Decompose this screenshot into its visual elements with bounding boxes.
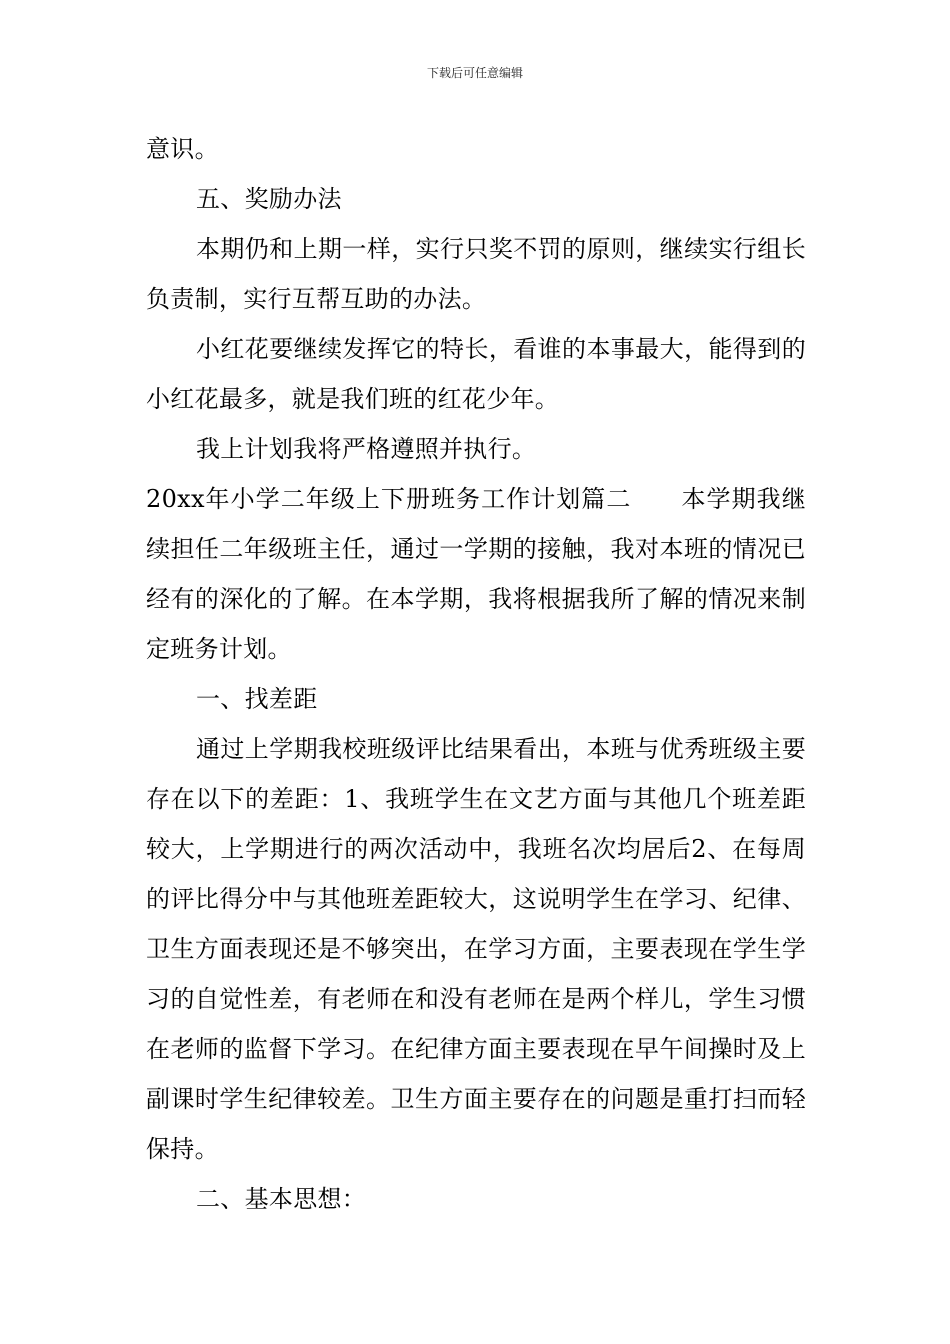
paragraph-3: 本期仍和上期一样，实行只奖不罚的原则，继续实行组长负责制，实行互帮互助的办法。 — [146, 235, 806, 313]
document-body — [146, 124, 806, 1224]
paragraph-4: 小红花要继续发挥它的特长，看谁的本事最大，能得到的小红花最多，就是我们班的红花少年。 — [146, 335, 806, 413]
page-header: 下载后可任意编辑 — [426, 66, 523, 80]
paragraph-1: 意识。 — [146, 135, 219, 163]
section-heading-rewards: 五、奖励办法 — [196, 185, 342, 213]
paragraph-8: 通过上学期我校班级评比结果看出，本班与优秀班级主要存在以下的差距：1、我班学生在文艺方面与其他几个班差距较大，上学期进行的两次活动中，我班名次均居后2、在每周的评比得分中与其他班差距较大，这说明学生在学习、纪律、卫生方面表现还是不够突出，在学习方面，主要表现在学生学习的自觉性差，有老师在和没有老师在是两个样儿，学生习惯在老师的监督下学习。在纪律方面主要表现在早午间操时及上副课时学生纪律较差。卫生方面主要存在的问题是重打扫而轻保持。 — [146, 735, 806, 1163]
paragraph-5: 我上计划我将严格遵照并执行。 — [196, 435, 537, 463]
section-heading-basic-idea: 二、基本思想： — [196, 1185, 367, 1213]
section-heading-gap: 一、找差距 — [196, 685, 318, 713]
paragraph-6: 20xx年小学二年级上下册班务工作计划篇二 本学期我继续担任二年级班主任，通过一学期的接触，我对本班的情况已经有的深化的了解。在本学期，我将根据我所了解的情况来制定班务计划。 — [146, 485, 806, 663]
